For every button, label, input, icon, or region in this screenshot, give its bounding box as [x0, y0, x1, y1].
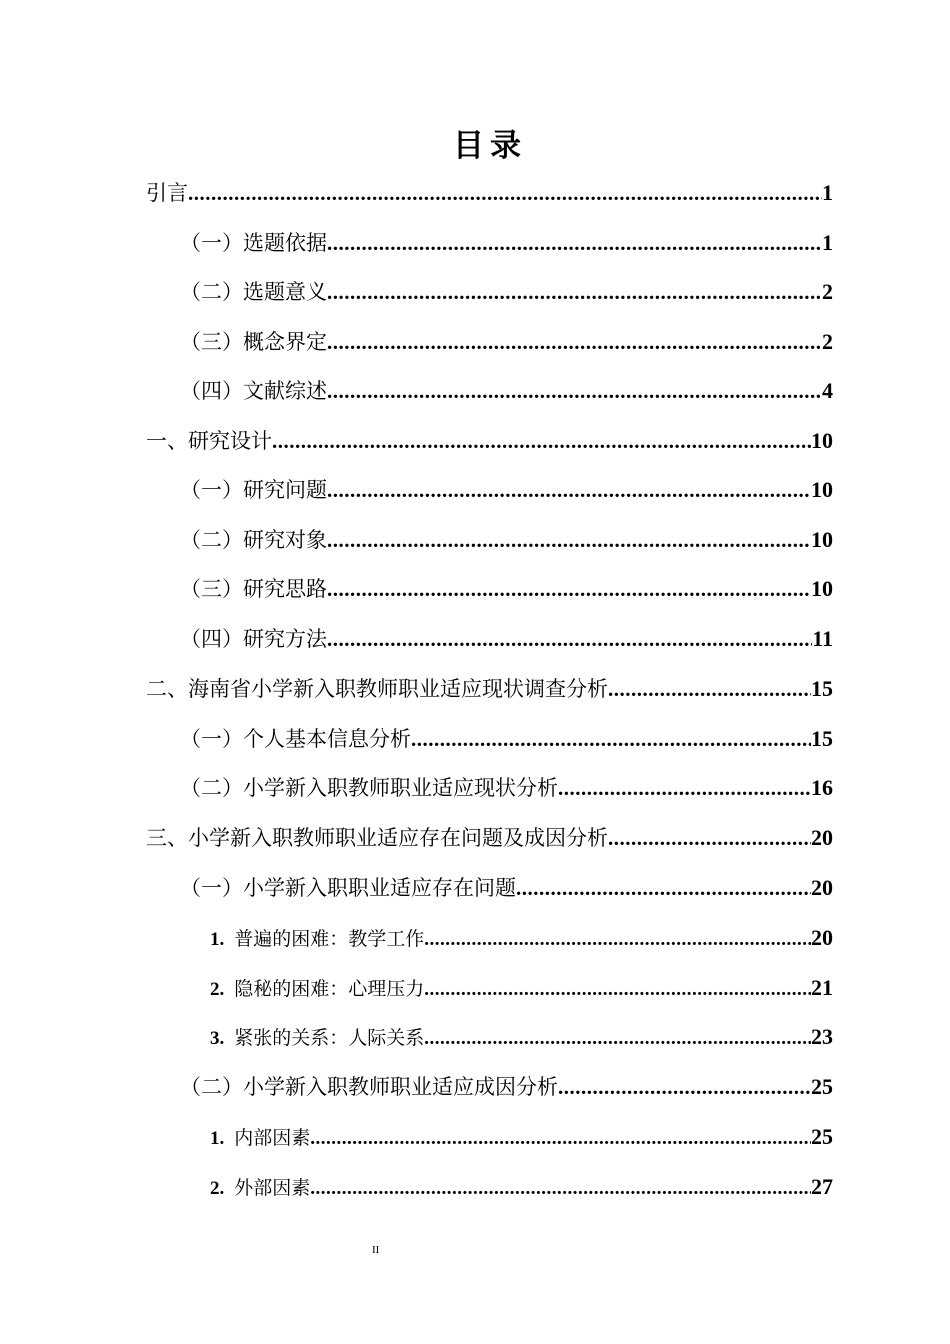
toc-entry-label: （四）研究方法 — [180, 627, 327, 651]
toc-entry-page: 16 — [811, 775, 833, 800]
toc-entry[interactable] — [180, 863, 833, 913]
toc-leader — [411, 714, 811, 764]
toc-entry[interactable] — [210, 1112, 833, 1162]
toc-entry-page: 2 — [822, 329, 833, 354]
toc-entry[interactable] — [180, 366, 833, 416]
toc-entry[interactable] — [180, 465, 833, 515]
toc-entry-page: 10 — [811, 576, 833, 601]
toc-entry-page: 20 — [811, 875, 833, 900]
toc-entry[interactable] — [180, 218, 833, 268]
toc-entry-label: （二）小学新入职教师职业适应现状分析 — [180, 776, 558, 800]
toc-entry[interactable] — [210, 913, 833, 963]
toc-entry-page: 1 — [822, 230, 833, 255]
toc-entry-label: 普遍的困难：教学工作 — [234, 928, 425, 950]
toc-entry[interactable] — [210, 1012, 833, 1062]
toc-entry-number: 2. — [210, 979, 225, 1000]
toc-entry-label: 紧张的关系：人际关系 — [234, 1027, 425, 1049]
toc-entry-label: 引言 — [146, 181, 188, 205]
toc-entry[interactable] — [146, 664, 833, 714]
toc-entry[interactable] — [180, 515, 833, 565]
toc-entry-number: 1. — [210, 929, 225, 950]
toc-entry-page: 20 — [811, 925, 833, 950]
toc-entry[interactable] — [180, 614, 833, 664]
toc-entry[interactable] — [180, 1062, 833, 1112]
toc-entry-label: （一）小学新入职职业适应存在问题 — [180, 876, 516, 900]
toc-entry[interactable] — [210, 963, 833, 1013]
toc-entry-number: 2. — [210, 1178, 225, 1199]
toc-entry-page: 25 — [811, 1124, 833, 1149]
toc-leader — [327, 317, 822, 367]
toc-entry-page: 15 — [811, 726, 833, 751]
toc-entry-page: 10 — [811, 527, 833, 552]
toc-entry-label: （一）选题依据 — [180, 231, 327, 255]
toc-entry-page: 10 — [811, 428, 833, 453]
toc-leader — [327, 267, 822, 317]
toc-leader — [327, 465, 811, 515]
toc-leader — [327, 366, 822, 416]
toc-leader — [608, 664, 811, 714]
toc-leader — [310, 1164, 811, 1214]
toc-title: 目录 — [453, 128, 527, 164]
toc-entry-label: （三）研究思路 — [180, 577, 327, 601]
toc-entry-number: 3. — [210, 1028, 225, 1049]
toc-entry-page: 15 — [811, 676, 833, 701]
toc-entry[interactable] — [180, 564, 833, 614]
toc-entry-label: 三、小学新入职教师职业适应存在问题及成因分析 — [146, 826, 608, 850]
toc-leader — [516, 863, 811, 913]
toc-entry[interactable] — [180, 267, 833, 317]
toc-entry-label: 二、海南省小学新入职教师职业适应现状调查分析 — [146, 677, 608, 701]
toc-entry-page: 11 — [812, 626, 833, 651]
toc-entry-label: 隐秘的困难：心理压力 — [234, 978, 425, 1000]
toc-entry-label: （三）概念界定 — [180, 330, 327, 354]
toc-entry-page: 4 — [822, 378, 833, 403]
toc-entry-label: （一）研究问题 — [180, 478, 327, 502]
toc-entry-label: （二）小学新入职教师职业适应成因分析 — [180, 1075, 558, 1099]
toc-leader — [608, 813, 811, 863]
toc-entry-page: 10 — [811, 477, 833, 502]
toc-entry[interactable] — [146, 416, 833, 466]
toc-entry[interactable] — [180, 714, 833, 764]
toc-leader — [327, 564, 811, 614]
toc-entry-label: （二）选题意义 — [180, 280, 327, 304]
toc-entry-page: 2 — [822, 279, 833, 304]
toc-entry-label: （二）研究对象 — [180, 528, 327, 552]
toc-entry-label: （一）个人基本信息分析 — [180, 727, 411, 751]
toc-entry-label: 内部因素 — [234, 1127, 311, 1149]
toc-entry-label: （四）文献综述 — [180, 379, 327, 403]
toc-leader — [424, 915, 811, 965]
page-number: II — [372, 1244, 380, 1256]
toc-entry-page: 25 — [811, 1074, 833, 1099]
toc-entry-label: 一、研究设计 — [146, 429, 272, 453]
toc-entry[interactable] — [146, 813, 833, 863]
toc-leader — [327, 218, 822, 268]
toc-leader — [272, 416, 811, 466]
toc-leader — [558, 763, 811, 813]
toc-entry-page: 27 — [811, 1174, 833, 1199]
toc-leader — [424, 1014, 811, 1064]
toc-entry-number: 1. — [210, 1128, 225, 1149]
toc-entry[interactable] — [146, 168, 833, 218]
toc-leader — [188, 168, 822, 218]
toc-leader — [424, 965, 811, 1015]
toc-entry-page: 23 — [811, 1024, 833, 1049]
toc-entry[interactable] — [180, 317, 833, 367]
toc-leader — [327, 515, 811, 565]
toc-entry[interactable] — [210, 1162, 833, 1212]
toc-entry-page: 20 — [811, 825, 833, 850]
toc-entry-page: 21 — [811, 975, 833, 1000]
toc-entry-label: 外部因素 — [234, 1177, 311, 1199]
toc-entry-page: 1 — [822, 180, 833, 205]
toc-leader — [558, 1062, 811, 1112]
toc-leader — [310, 1114, 811, 1164]
toc-leader — [327, 614, 812, 664]
toc-entry[interactable] — [180, 763, 833, 813]
